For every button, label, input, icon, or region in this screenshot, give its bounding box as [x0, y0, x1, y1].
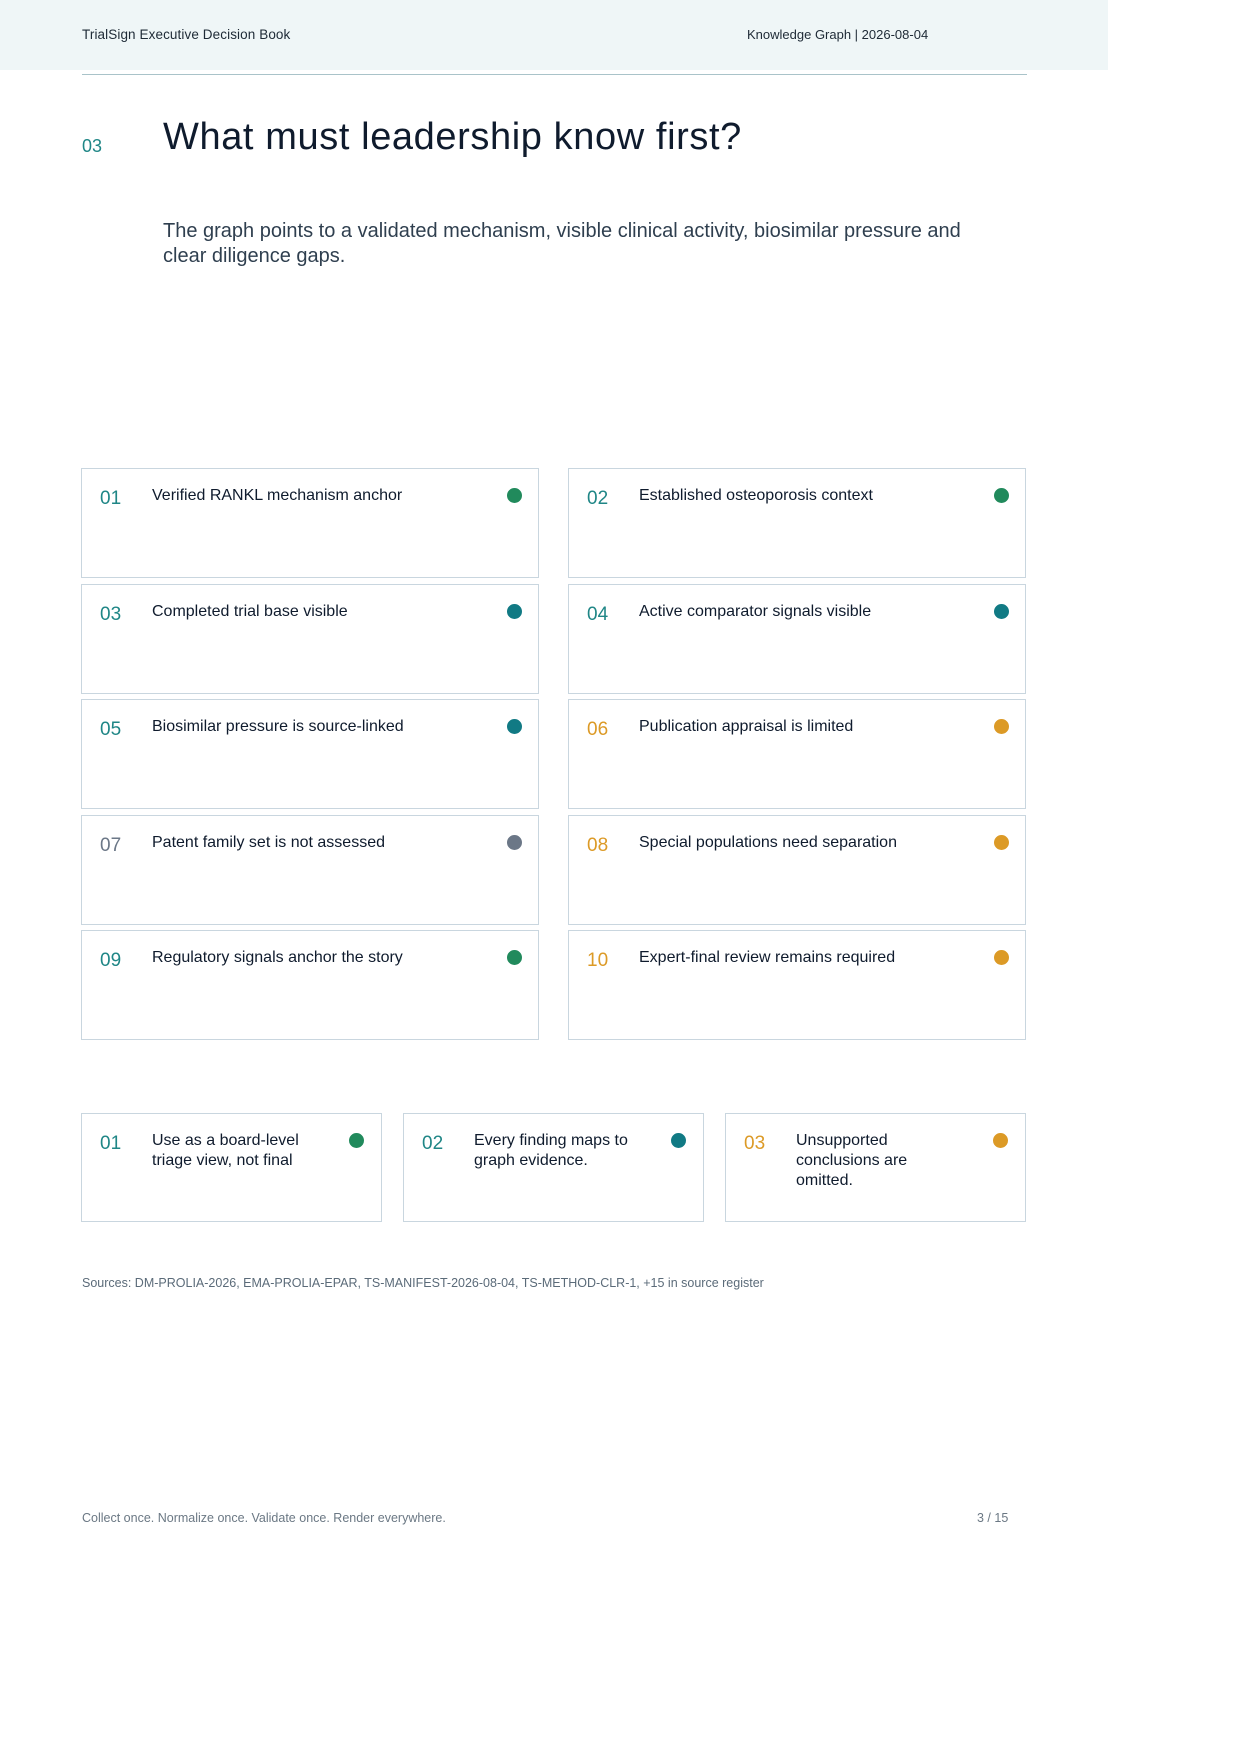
- status-dot-icon: [994, 488, 1009, 503]
- finding-card: [81, 468, 539, 578]
- status-dot-icon: [994, 950, 1009, 965]
- card-label: Biosimilar pressure is source-linked: [152, 718, 404, 735]
- card-label: Verified RANKL mechanism anchor: [152, 487, 403, 504]
- card-number: 05: [100, 719, 122, 740]
- status-dot-icon: [994, 835, 1009, 850]
- section-number: 03: [82, 136, 103, 156]
- status-dot-icon: [507, 719, 522, 734]
- card-label: Publication appraisal is limited: [639, 718, 854, 735]
- status-dot-icon: [994, 604, 1009, 619]
- card-label: Use as a board-level triage view, not final: [152, 1132, 299, 1169]
- card-number: 04: [587, 603, 609, 625]
- card-label: Established osteoporosis context: [639, 487, 873, 504]
- status-dot-icon: [994, 719, 1009, 734]
- finding-card: [568, 584, 1026, 694]
- card-number: 03: [100, 603, 122, 625]
- document-title: TrialSign Executive Decision Book: [82, 27, 291, 42]
- card-label: Regulatory signals anchor the story: [152, 949, 403, 966]
- header-divider: [82, 74, 1027, 75]
- card-number: 01: [100, 1133, 122, 1154]
- card-label: Active comparator signals visible: [639, 602, 872, 620]
- page-number: 3 / 15: [977, 1511, 1009, 1525]
- card-number: 02: [587, 488, 609, 509]
- finding-card: [568, 815, 1026, 925]
- header-meta: Knowledge Graph | 2026-08-04: [747, 27, 929, 42]
- sources-line: Sources: DM-PROLIA-2026, EMA-PROLIA-EPAR, TS-MANIFEST-2026-08-04, TS-METHOD-CLR-1, +15 in source register: [82, 1276, 764, 1290]
- footer-tagline: Collect once. Normalize once. Validate once. Render everywhere.: [82, 1511, 446, 1525]
- status-dot-icon: [993, 1133, 1008, 1148]
- finding-card: [81, 699, 539, 809]
- finding-card: [81, 930, 539, 1040]
- card-number: 03: [744, 1133, 766, 1154]
- status-dot-icon: [507, 835, 522, 850]
- card-label: Expert-final review remains required: [639, 949, 896, 966]
- card-label: Every finding maps to graph evidence.: [474, 1132, 628, 1169]
- note-card: [81, 1113, 382, 1222]
- card-number: 01: [100, 488, 122, 509]
- page-title: What must leadership know first?: [163, 116, 742, 158]
- note-card: [403, 1113, 704, 1222]
- card-number: 07: [100, 834, 122, 856]
- lead-paragraph: The graph points to a validated mechanism, visible clinical activity, biosimilar pressure and clear diligence gaps.: [163, 220, 961, 267]
- card-label: Special populations need separation: [639, 833, 897, 851]
- card-label: Patent family set is not assessed: [152, 833, 385, 851]
- card-number: 09: [100, 950, 122, 971]
- finding-card: [568, 930, 1026, 1040]
- card-number: 02: [422, 1133, 444, 1154]
- status-dot-icon: [349, 1133, 364, 1148]
- status-dot-icon: [507, 950, 522, 965]
- status-dot-icon: [671, 1133, 686, 1148]
- card-label: Unsupported conclusions are omitted.: [796, 1132, 908, 1189]
- note-card: [725, 1113, 1026, 1222]
- card-number: 10: [587, 950, 609, 971]
- card-number: 08: [587, 834, 609, 856]
- card-number: 06: [587, 719, 609, 740]
- status-dot-icon: [507, 488, 522, 503]
- status-dot-icon: [507, 604, 522, 619]
- finding-card: [568, 468, 1026, 578]
- card-label: Completed trial base visible: [152, 602, 348, 620]
- finding-card: [81, 815, 539, 925]
- finding-card: [81, 584, 539, 694]
- finding-card: [568, 699, 1026, 809]
